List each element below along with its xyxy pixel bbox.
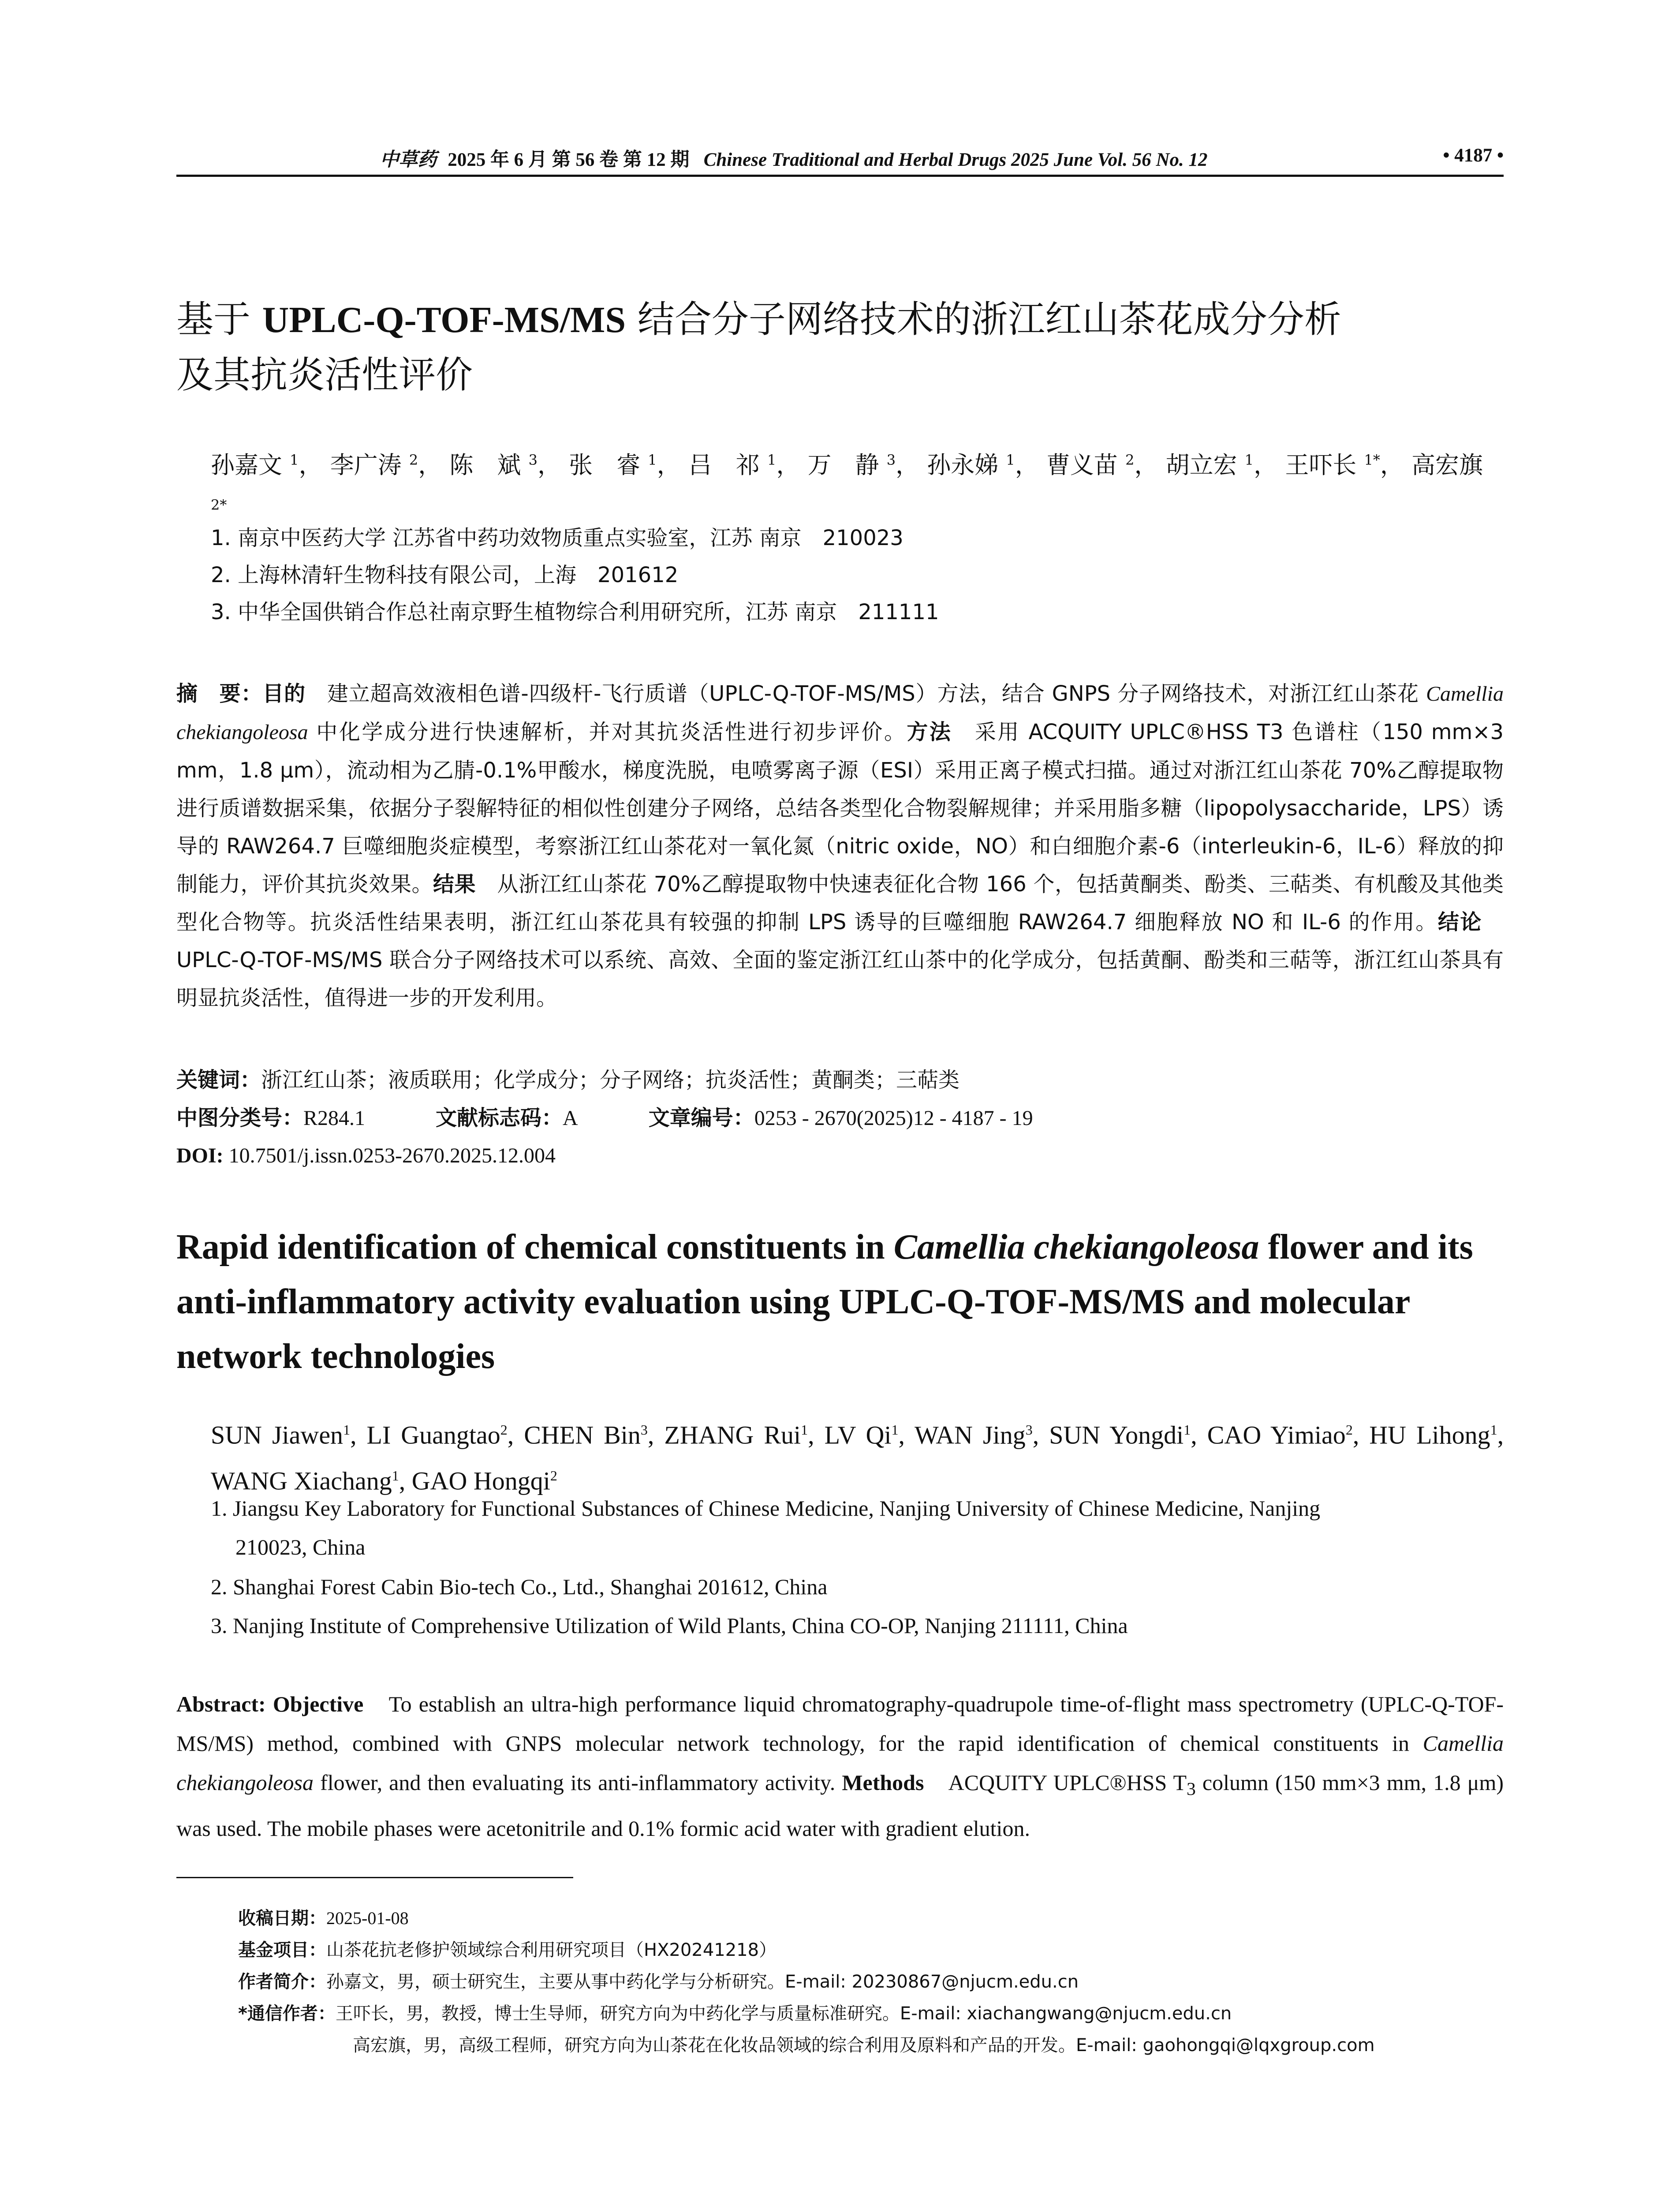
- objective-label: 目的: [262, 681, 306, 706]
- issue-cn: 2025 年 6 月 第 56 卷 第 12 期: [448, 149, 690, 170]
- author: 李广涛 $^2$，: [330, 451, 442, 479]
- abstract-label: 摘 要：: [176, 681, 263, 706]
- doi: DOI: 10.7501/j.issn.0253-2670.2025.12.004: [176, 1144, 556, 1167]
- footnote-funding: 基金项目：山茶花抗老修护领域综合利用研究项目（HX20241218）: [238, 1940, 777, 1960]
- chinese-title-method: UPLC-Q-TOF-MS/MS: [262, 299, 626, 340]
- header-divider: [176, 175, 1504, 177]
- footnote-corresponding: *通信作者：王吓长，男，教授，博士生导师，研究方向为中药化学与质量标准研究。E-mail: xiachangwang@njucm.edu.cn: [238, 2003, 1232, 2024]
- author: 高宏旗 $^{2*}$: [211, 451, 1483, 513]
- chinese-author-list: [211, 440, 1504, 530]
- footnote-received: 收稿日期：2025-01-08: [238, 1908, 409, 1928]
- footnote-corresponding: 高宏旗，男，高级工程师，研究方向为山茶花在化妆品领域的综合利用及原料和产品的开发。E-mail: gaohongqi@lqxgroup.com: [353, 2035, 1375, 2056]
- english-abstract: Abstract: Objective To establish an ultra-high performance liquid chromatography-quadrupole time-of-flight mass spectrometry (UPLC-Q-TOF-MS/MS) method, combined with GNPS molecular network technology, for the rapid identification of chemical constituents in Camellia chekiangoleosa flower, and then evaluating its anti-inflammatory activity. Methods ACQUITY UPLC®HSS $T_3$ column (150 mm×3 mm, 1.8 μm) was used. The mobile phases were acetonitrile and 0.1% formic acid water with gradient elution.: [176, 1692, 1504, 1841]
- species-name: Camellia chekiangoleosa: [893, 1228, 1259, 1267]
- chinese-title-line2: 及其抗炎活性评价: [176, 353, 473, 396]
- chinese-affiliation: 2. 上海林清轩生物科技有限公司，上海 201612: [211, 563, 679, 587]
- author: 万 静 $^3$，: [807, 451, 920, 479]
- chinese-title-part2: 结合分子网络技术的浙江红山茶花成分分析: [626, 298, 1341, 341]
- journal-citation: [176, 145, 1411, 172]
- english-affiliation: 2. Shanghai Forest Cabin Bio-tech Co., Ltd., Shanghai 201612, China: [211, 1574, 828, 1599]
- author: 吕 祁 $^1$，: [688, 451, 800, 479]
- journal-name: 中草药: [380, 149, 437, 171]
- methods-label: 方法: [907, 720, 952, 744]
- species-name: Camellia chekiangoleosa: [176, 1731, 1504, 1795]
- author: 王吓长 $^{1*}$，: [1285, 451, 1404, 479]
- chinese-title-part1: 基于: [176, 298, 262, 341]
- issue-en: Chinese Traditional and Herbal Drugs 2025 June Vol. 56 No. 12: [703, 149, 1208, 170]
- results-label: 结果: [433, 872, 476, 897]
- english-author-list: SUN Jiawen$^1$, LI Guangtao$^2$, CHEN Bin$^3$, ZHANG Rui$^1$, LV Qi$^1$, WAN Jing$^3$, SUN Yongdi$^1$, CAO Yimiao$^2$, HU Lihong$^1$, WANG Xiachang$^1$, GAO Hongqi$^2$: [211, 1420, 1504, 1495]
- doi-link[interactable]: 10.7501/j.issn.0253-2670.2025.12.004: [223, 1144, 556, 1167]
- author: 陈 斌 $^3$，: [449, 451, 561, 479]
- author: 胡立宏 $^1$，: [1165, 451, 1278, 479]
- chinese-abstract: 摘 要：目的 建立超高效液相色谱-四级杆-飞行质谱（UPLC-Q-TOF-MS/MS）方法，结合 GNPS 分子网络技术，对浙江红山茶花 Camellia chekiangoleosa 中化学成分进行快速解析，并对其抗炎活性进行初步评价。方法 采用 ACQUITY UPLC®HSS T3 色谱柱（150 mm×3 mm，1.8 μm），流动相为乙腈-0.1%甲酸水，梯度洗脱，电喷雾离子源（ESI）采用正离子模式扫描。通过对浙江红山茶花 70%乙醇提取物进行质谱数据采集，依据分子裂解特征的相似性创建分子网络，总结各类型化合物裂解规律；并采用脂多糖（lipopolysaccharide，LPS）诱导的 RAW264.7 巨噬细胞炎症模型，考察浙江红山茶花对一氧化氮（nitric oxide，NO）和白细胞介素-6（interleukin-6，IL-6）释放的抑制能力，评价其抗炎效果。结果 从浙江红山茶花 70%乙醇提取物中快速表征化合物 166 个，包括黄酮类、酚类、三萜类、有机酸及其他类型化合物等。抗炎活性结果表明，浙江红山茶花具有较强的抑制 LPS 诱导的巨噬细胞 RAW264.7 细胞释放 NO 和 IL-6 的作用。结论 UPLC-Q-TOF-MS/MS 联合分子网络技术可以系统、高效、全面的鉴定浙江红山茶中的化学成分，包括黄酮、酚类和三萜等，浙江红山茶具有明显抗炎活性，值得进一步的开发利用。: [176, 681, 1504, 1010]
- chinese-affiliation: 1. 南京中医药大学 江苏省中药功效物质重点实验室，江苏 南京 210023: [211, 526, 903, 550]
- chinese-affiliation: 3. 中华全国供销合作总社南京野生植物综合利用研究所，江苏 南京 211111: [211, 600, 939, 624]
- running-header: [176, 145, 1504, 176]
- english-affiliation: 1. Jiangsu Key Laboratory for Functional Substances of Chinese Medicine, Nanjing University of Chinese Medicine, Nanjing 210023, China: [211, 1496, 1321, 1559]
- footnote-author-bio: 作者简介：孙嘉文，男，硕士研究生，主要从事中药化学与分析研究。E-mail: 20230867@njucm.edu.cn: [238, 1972, 1079, 1992]
- species-name: Camellia chekiangoleosa: [176, 682, 1504, 744]
- conclusion-label: 结论: [1437, 910, 1482, 934]
- page-number: • 4187 •: [1443, 145, 1504, 166]
- footnote-divider: [176, 1877, 573, 1878]
- keywords: 关键词：浙江红山茶；液质联用；化学成分；分子网络；抗炎活性；黄酮类；三萜类: [176, 1068, 960, 1092]
- author: 孙嘉文 $^1$，: [211, 451, 323, 479]
- english-affiliation: 3. Nanjing Institute of Comprehensive Utilization of Wild Plants, China CO-OP, Nanjing 211111, China: [211, 1613, 1128, 1638]
- english-title: Rapid identification of chemical constituents in Camellia chekiangoleosa flower and its anti-inflammatory activity evaluation using UPLC-Q-TOF-MS/MS and molecular network technologies: [176, 1228, 1473, 1376]
- classification-line: 中图分类号：R284.1 文献标志码：A 文章编号：0253 - 2670(2025)12 - 4187 - 19: [176, 1106, 1033, 1130]
- author: 孙永娣 $^1$，: [927, 451, 1039, 479]
- author: 张 睿 $^1$，: [569, 451, 681, 479]
- chinese-title: [176, 292, 1504, 402]
- author: 曹义苗 $^2$，: [1046, 451, 1158, 479]
